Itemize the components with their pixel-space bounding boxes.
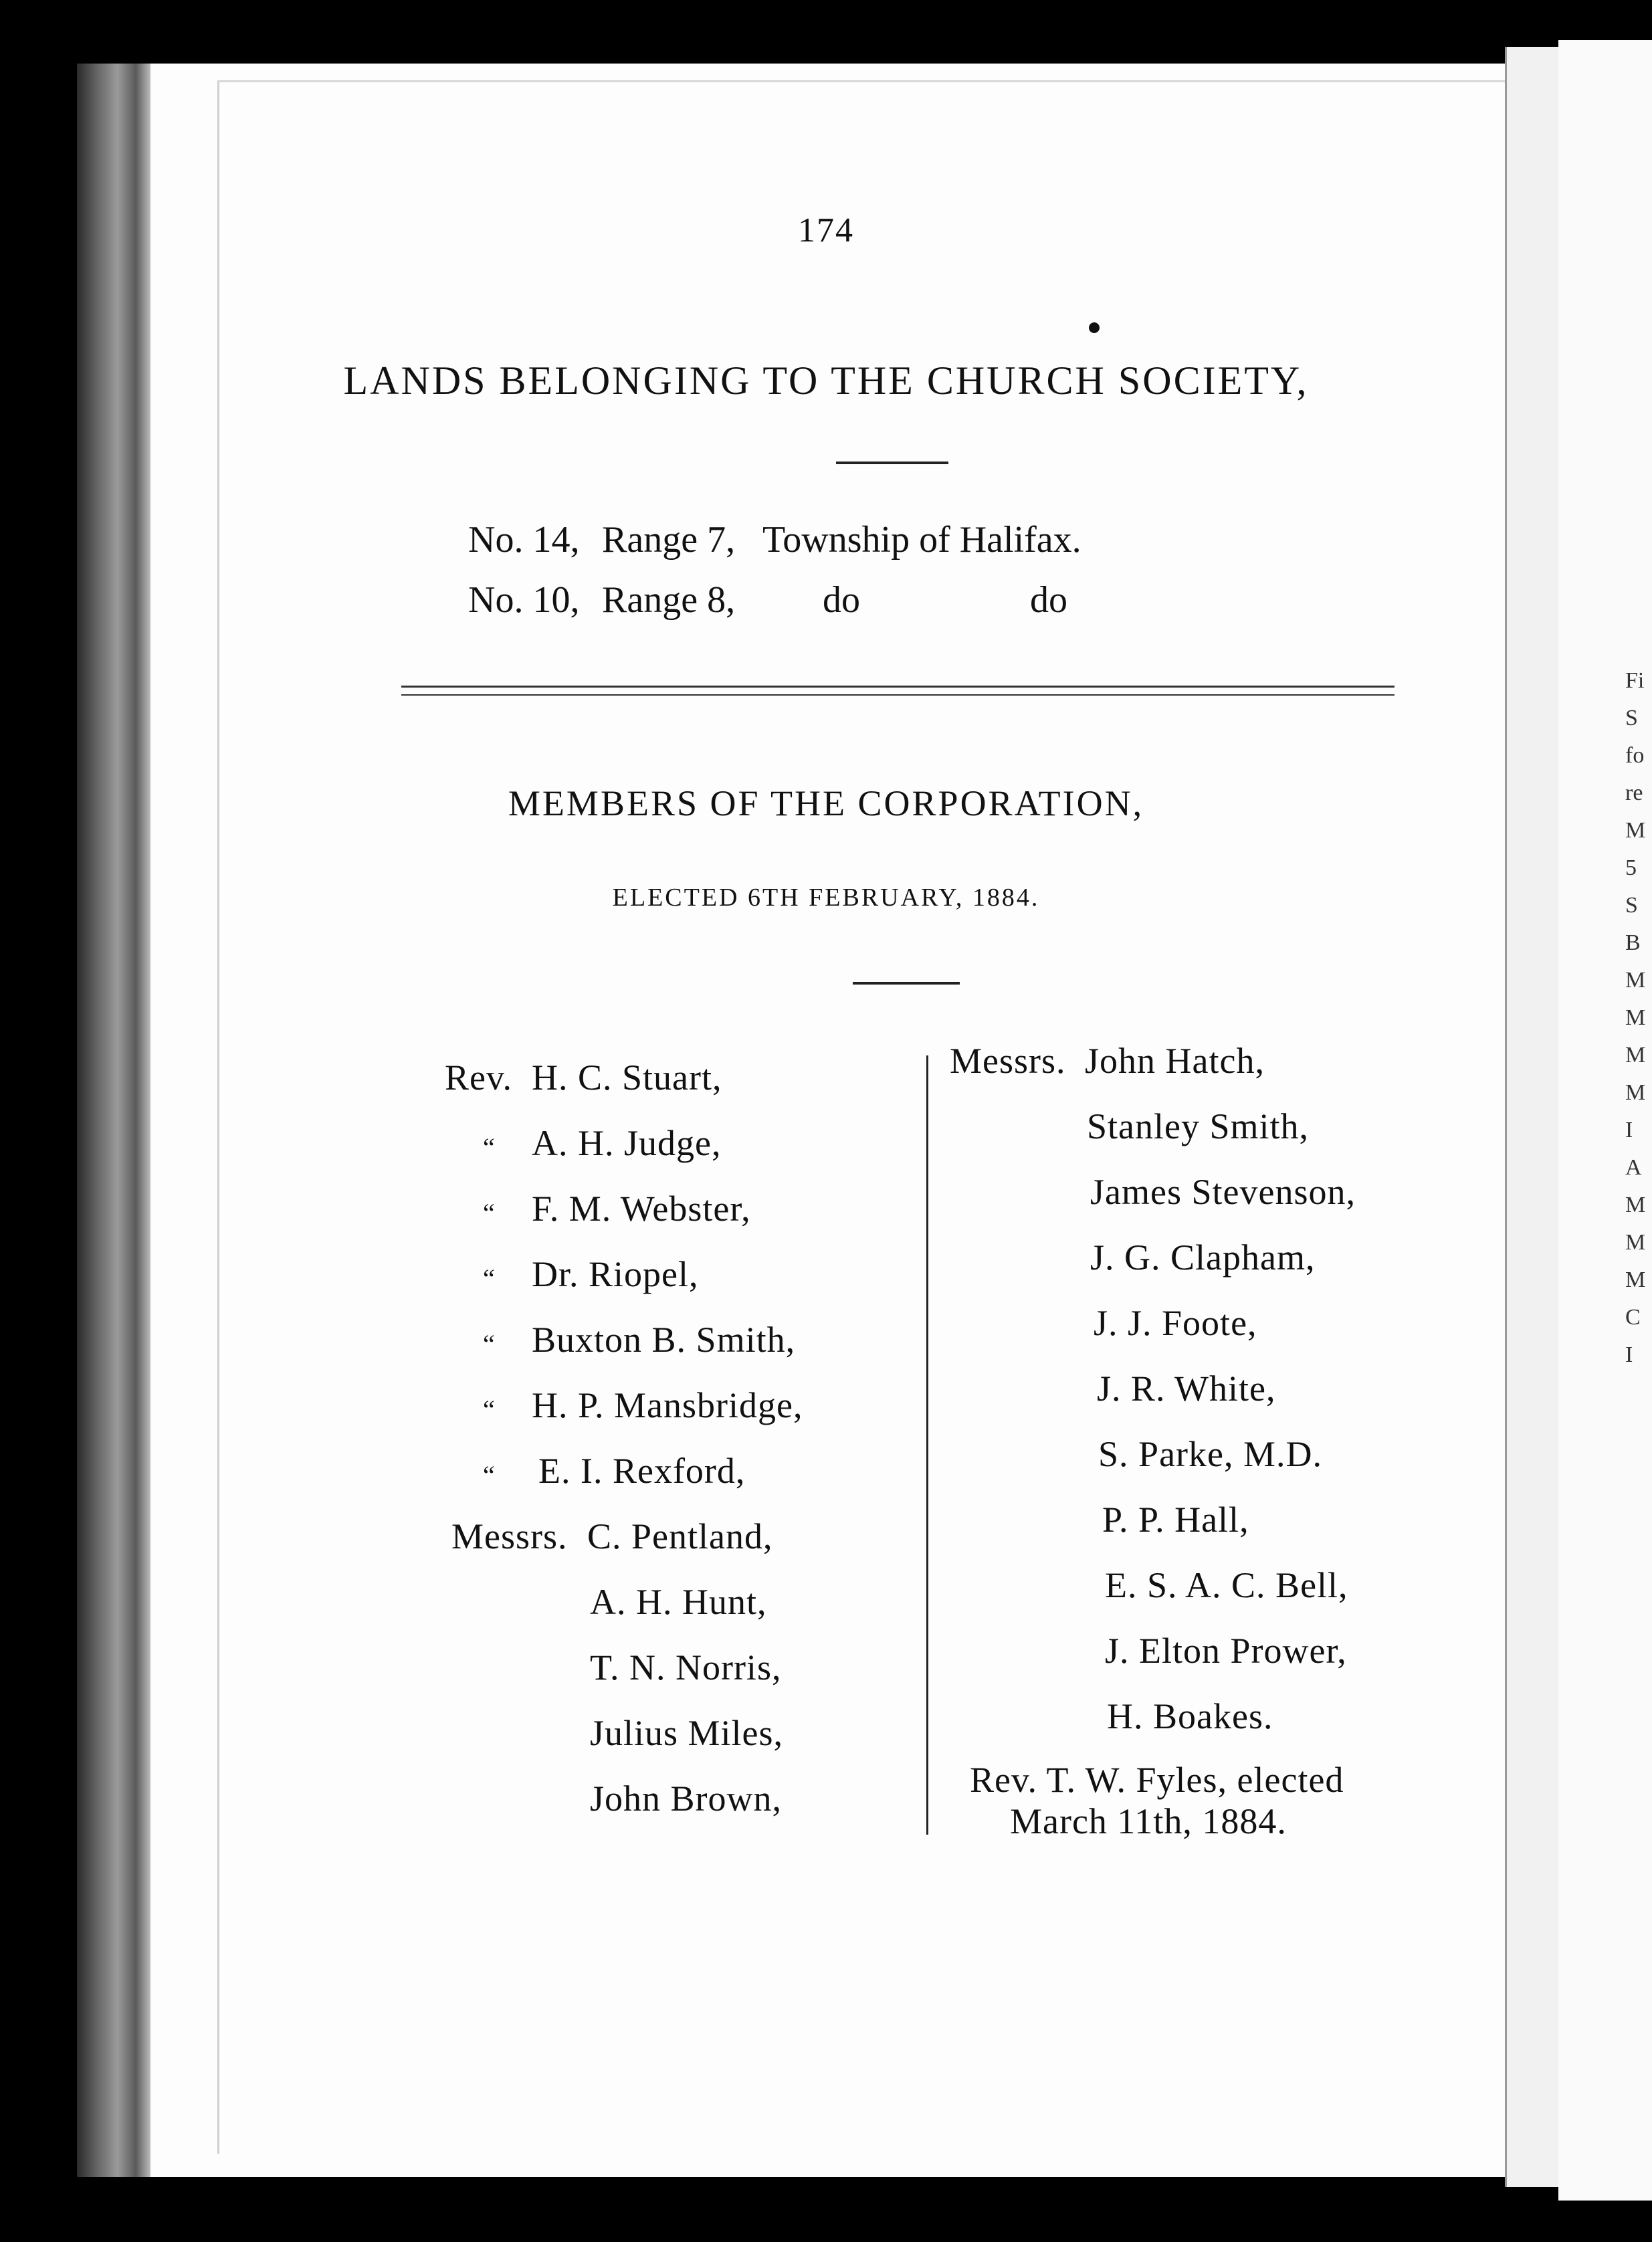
facing-fragment: M <box>1625 1230 1646 1255</box>
ink-dot <box>1089 322 1100 333</box>
member-prefix: Rev. <box>445 1057 512 1098</box>
facing-fragment: A <box>1625 1155 1642 1180</box>
facing-fragment: M <box>1625 1267 1646 1292</box>
member-name: Julius Miles, <box>590 1713 784 1753</box>
member-name: A. H. Hunt, <box>590 1582 767 1622</box>
member-name: E. S. A. C. Bell, <box>1105 1565 1348 1605</box>
ditto-mark: “ <box>483 1198 495 1228</box>
ditto-mark: “ <box>483 1395 495 1425</box>
facing-fragment: M <box>1625 818 1646 843</box>
members-subheading: ELECTED 6TH FEBRUARY, 1884. <box>612 884 1040 912</box>
member-name: J. J. Foote, <box>1094 1303 1257 1343</box>
section-rule-bottom <box>401 694 1395 696</box>
facing-fragment: re <box>1625 781 1643 805</box>
member-name: John Hatch, <box>1085 1041 1265 1081</box>
land-entry-ditto: do <box>823 579 860 621</box>
land-entry-ditto: do <box>1030 579 1067 621</box>
facing-fragment: S <box>1625 893 1638 918</box>
facing-fragment: M <box>1625 1080 1646 1105</box>
section-rule-top <box>401 686 1395 688</box>
member-name: F. M. Webster, <box>532 1189 751 1229</box>
member-name: P. P. Hall, <box>1102 1500 1249 1540</box>
late-entry-line2: March 11th, 1884. <box>1010 1801 1287 1841</box>
land-entry-range: Range 8, <box>602 579 736 621</box>
member-name: Buxton B. Smith, <box>532 1320 796 1360</box>
facing-fragment: M <box>1625 968 1646 993</box>
member-name: S. Parke, M.D. <box>1098 1434 1322 1474</box>
heading-rule <box>836 462 948 464</box>
facing-fragment: I <box>1625 1342 1633 1367</box>
member-name: C. Pentland, <box>587 1516 773 1556</box>
member-name: J. Elton Prower, <box>1105 1631 1347 1671</box>
member-name: H. C. Stuart, <box>532 1057 722 1098</box>
land-entry-lot: No. 10, <box>468 579 580 621</box>
member-name: Stanley Smith, <box>1087 1106 1310 1146</box>
member-name: J. G. Clapham, <box>1090 1237 1316 1278</box>
land-entry-range: Range 7, <box>602 519 736 560</box>
facing-fragment: 5 <box>1625 855 1637 880</box>
facing-fragment: C <box>1625 1305 1641 1330</box>
facing-fragment: B <box>1625 930 1641 955</box>
column-divider <box>926 1055 928 1835</box>
facing-fragment: S <box>1625 706 1638 730</box>
member-name: H. P. Mansbridge, <box>532 1385 803 1425</box>
ditto-mark: “ <box>483 1329 495 1359</box>
facing-page-text <box>1625 662 1652 1374</box>
member-name: J. R. White, <box>1097 1368 1276 1409</box>
land-entry-township: Township of Halifax. <box>762 519 1081 560</box>
member-prefix: Messrs. <box>950 1041 1066 1081</box>
member-name: James Stevenson, <box>1090 1172 1356 1212</box>
member-name: John Brown, <box>590 1778 783 1819</box>
facing-fragment: fo <box>1625 743 1645 768</box>
members-heading: MEMBERS OF THE CORPORATION, <box>508 783 1144 823</box>
facing-fragment: M <box>1625 1005 1646 1030</box>
land-entry-lot: No. 14, <box>468 519 580 560</box>
ditto-mark: “ <box>483 1263 495 1294</box>
member-prefix: Messrs. <box>451 1516 568 1556</box>
facing-fragment: Fi <box>1625 668 1645 693</box>
member-name: H. Boakes. <box>1107 1696 1273 1736</box>
facing-fragment: M <box>1625 1043 1646 1067</box>
ditto-mark: “ <box>483 1460 495 1490</box>
page-number: 174 <box>798 211 854 249</box>
member-name: E. I. Rexford, <box>538 1451 746 1491</box>
ditto-mark: “ <box>483 1132 495 1162</box>
member-name: T. N. Norris, <box>590 1647 782 1688</box>
facing-fragment: M <box>1625 1193 1646 1217</box>
facing-fragment: I <box>1625 1118 1633 1142</box>
member-name: Dr. Riopel, <box>532 1254 699 1294</box>
member-name: A. H. Judge, <box>532 1123 722 1163</box>
late-entry-line1: Rev. T. W. Fyles, elected <box>970 1760 1344 1800</box>
members-rule <box>853 982 960 985</box>
lands-heading: LANDS BELONGING TO THE CHURCH SOCIETY, <box>343 359 1309 403</box>
